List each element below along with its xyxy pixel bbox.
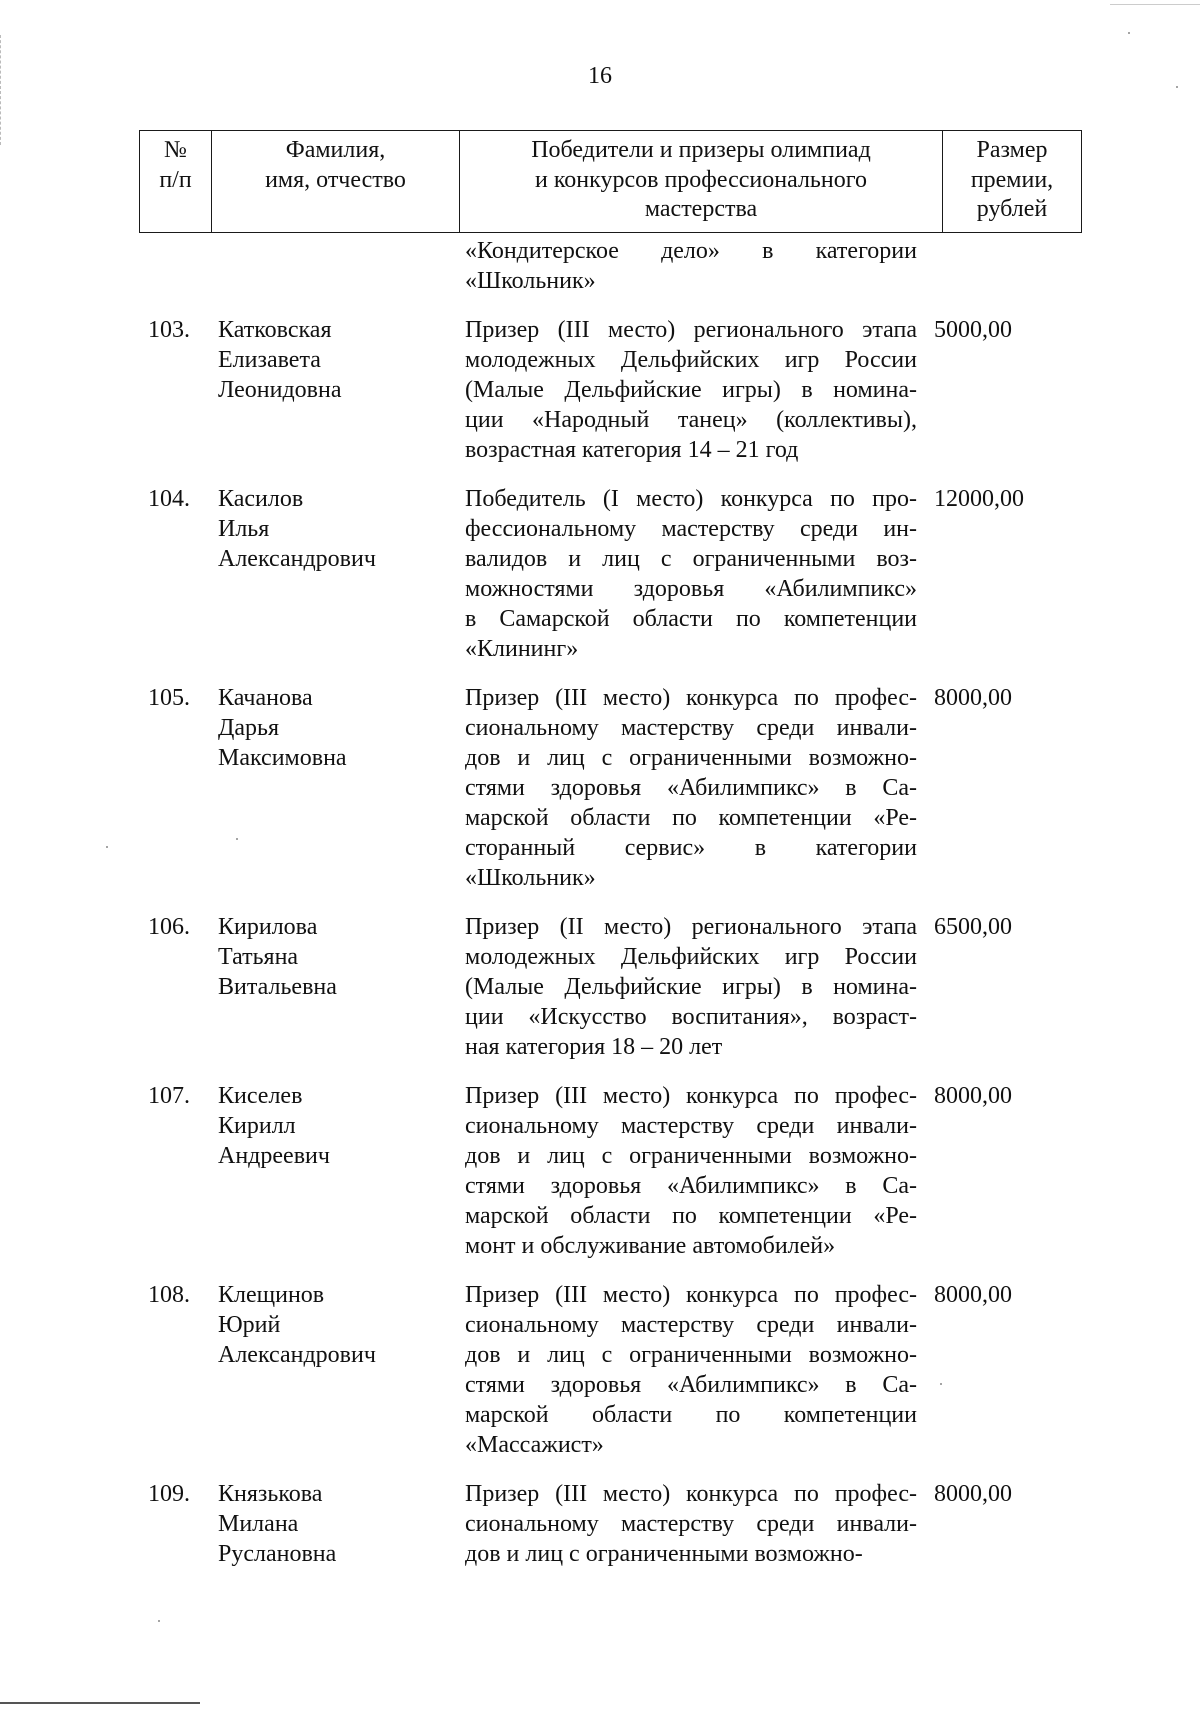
row-description-line: сторанный сервис» в категории <box>465 835 917 861</box>
row-description-line: «Клининг» <box>465 636 579 662</box>
row-description-line: Призер (III место) конкурса по профес- <box>465 1481 917 1507</box>
row-number: 106. <box>148 914 190 940</box>
row-description-line: ции «Народный танец» (коллективы), <box>465 407 917 433</box>
header-text: и конкурсов профессионального <box>535 166 867 193</box>
recipient-name <box>218 912 448 1002</box>
row-description-line: монт и обслуживание автомобилей» <box>465 1233 836 1259</box>
row-description-line: возрастная категория 14 – 21 год <box>465 437 799 463</box>
row-description-line: сиональному мастерству среди инвали- <box>465 1312 917 1338</box>
prize-amount: 12000,00 <box>934 486 1024 512</box>
row-description-line: ции «Искусство воспитания», возраст- <box>465 1004 917 1030</box>
row-description <box>465 315 917 465</box>
header-achievement-column <box>460 131 943 233</box>
header-text: № <box>164 137 187 163</box>
row-description-line: (Малые Дельфийские игры) в номина- <box>465 377 917 403</box>
header-text: имя, отчество <box>265 166 406 193</box>
header-amount-column <box>943 131 1082 233</box>
prize-amount: 6500,00 <box>934 914 1012 940</box>
row-number: 105. <box>148 685 190 711</box>
row-description-line: можностями здоровья «Абилимпикс» <box>465 576 917 602</box>
table-header <box>139 130 1082 233</box>
scan-speck <box>1128 32 1130 34</box>
row-number: 107. <box>148 1083 190 1109</box>
prize-amount: 8000,00 <box>934 685 1012 711</box>
row-description-line: дов и лиц с ограниченными возможно- <box>465 1541 863 1567</box>
recipient-name-line: Максимовна <box>218 745 347 771</box>
header-number-column <box>140 131 212 233</box>
recipient-name-line: Татьяна <box>218 944 299 970</box>
scan-speck <box>236 838 238 840</box>
row-description-line: «Школьник» <box>465 865 596 891</box>
header-text: премии, <box>970 166 1054 193</box>
scan-edge-mark <box>0 1702 200 1704</box>
scan-margin-mark <box>0 35 4 145</box>
row-description-line: сиональному мастерству среди инвали- <box>465 1511 917 1537</box>
page-number: 16 <box>588 63 612 89</box>
row-description-line: марской области по компетенции «Ре- <box>465 805 917 831</box>
header-text: Размер <box>976 137 1048 163</box>
recipient-name-line: Елизавета <box>218 347 321 373</box>
recipient-name-line: Качанова <box>218 685 313 711</box>
row-description-line: сиональному мастерству среди инвали- <box>465 715 917 741</box>
row-description-line: в Самарской области по компетенции <box>465 606 917 632</box>
row-description-line: Призер (III место) конкурса по профес- <box>465 685 917 711</box>
recipient-name-line: Милана <box>218 1511 299 1537</box>
row-description-line: марской области по компетенции <box>465 1402 917 1428</box>
row-description-line: марской области по компетенции «Ре- <box>465 1203 917 1229</box>
row-description-line: ная категория 18 – 20 лет <box>465 1034 723 1060</box>
recipient-name-line: Катковская <box>218 317 332 343</box>
recipient-name-line: Кирилова <box>218 914 318 940</box>
recipient-name-line: Руслановна <box>218 1541 337 1567</box>
row-description-line: дов и лиц с ограниченными возможно- <box>465 745 917 771</box>
recipient-name <box>218 1479 448 1569</box>
recipient-name-line: Александрович <box>218 1342 376 1368</box>
row-description-line: Призер (III место) регионального этапа <box>465 317 917 343</box>
row-description-line: стями здоровья «Абилимпикс» в Са- <box>465 775 917 801</box>
recipient-name-line: Князькова <box>218 1481 323 1507</box>
recipient-name <box>218 1081 448 1171</box>
row-description-line: стями здоровья «Абилимпикс» в Са- <box>465 1372 917 1398</box>
prize-amount: 8000,00 <box>934 1282 1012 1308</box>
recipient-name-line: Илья <box>218 516 270 542</box>
row-description <box>465 1479 917 1569</box>
row-description-line: валидов и лиц с ограниченными воз- <box>465 546 917 572</box>
row-description <box>465 484 917 664</box>
recipient-name-line: Витальевна <box>218 974 337 1000</box>
scan-speck <box>940 1383 942 1385</box>
header-text: мастерства <box>644 196 758 222</box>
row-description <box>465 1081 917 1261</box>
row-description-line: фессиональному мастерству среди ин- <box>465 516 917 542</box>
row-number: 103. <box>148 317 190 343</box>
row-description-line: «Кондитерское дело» в категории <box>465 238 917 264</box>
recipient-name-line: Клещинов <box>218 1282 325 1308</box>
row-description-line: молодежных Дельфийских игр России <box>465 347 917 373</box>
row-number: 108. <box>148 1282 190 1308</box>
recipient-name-line: Кирилл <box>218 1113 296 1139</box>
recipient-name-line: Касилов <box>218 486 304 512</box>
row-description <box>465 236 917 296</box>
prize-amount: 8000,00 <box>934 1083 1012 1109</box>
scan-edge-mark <box>1110 4 1200 5</box>
header-text: п/п <box>159 166 192 193</box>
recipient-name-line: Киселев <box>218 1083 303 1109</box>
row-description-line: дов и лиц с ограниченными возможно- <box>465 1342 917 1368</box>
header-text: Победители и призеры олимпиад <box>531 137 871 163</box>
scan-speck <box>158 1620 160 1622</box>
row-description <box>465 683 917 893</box>
row-description-line: дов и лиц с ограниченными возможно- <box>465 1143 917 1169</box>
scan-speck <box>106 846 108 848</box>
row-description-line: Призер (II место) регионального этапа <box>465 914 917 940</box>
row-description-line: Призер (III место) конкурса по профес- <box>465 1282 917 1308</box>
prize-amount: 5000,00 <box>934 317 1012 343</box>
row-description <box>465 1280 917 1460</box>
row-description-line: молодежных Дельфийских игр России <box>465 944 917 970</box>
recipient-name-line: Дарья <box>218 715 280 741</box>
row-description-line: Победитель (I место) конкурса по про- <box>465 486 917 512</box>
recipient-name <box>218 315 448 405</box>
header-name-column <box>212 131 460 233</box>
recipient-name-line: Юрий <box>218 1312 281 1338</box>
recipient-name-line: Александрович <box>218 546 376 572</box>
row-description <box>465 912 917 1062</box>
row-description-line: «Школьник» <box>465 268 596 294</box>
row-description-line: стями здоровья «Абилимпикс» в Са- <box>465 1173 917 1199</box>
recipient-name <box>218 1280 448 1370</box>
row-description-line: (Малые Дельфийские игры) в номина- <box>465 974 917 1000</box>
recipient-name-line: Андреевич <box>218 1143 330 1169</box>
recipient-name <box>218 484 448 574</box>
row-description-line: сиональному мастерству среди инвали- <box>465 1113 917 1139</box>
scan-speck <box>1176 86 1178 88</box>
recipient-name-line: Леонидовна <box>218 377 342 403</box>
recipient-name <box>218 683 448 773</box>
header-text: рублей <box>976 196 1048 222</box>
row-number: 104. <box>148 486 190 512</box>
row-number: 109. <box>148 1481 190 1507</box>
header-text: Фамилия, <box>285 137 386 163</box>
prize-amount: 8000,00 <box>934 1481 1012 1507</box>
row-description-line: «Массажист» <box>465 1432 604 1458</box>
row-description-line: Призер (III место) конкурса по профес- <box>465 1083 917 1109</box>
